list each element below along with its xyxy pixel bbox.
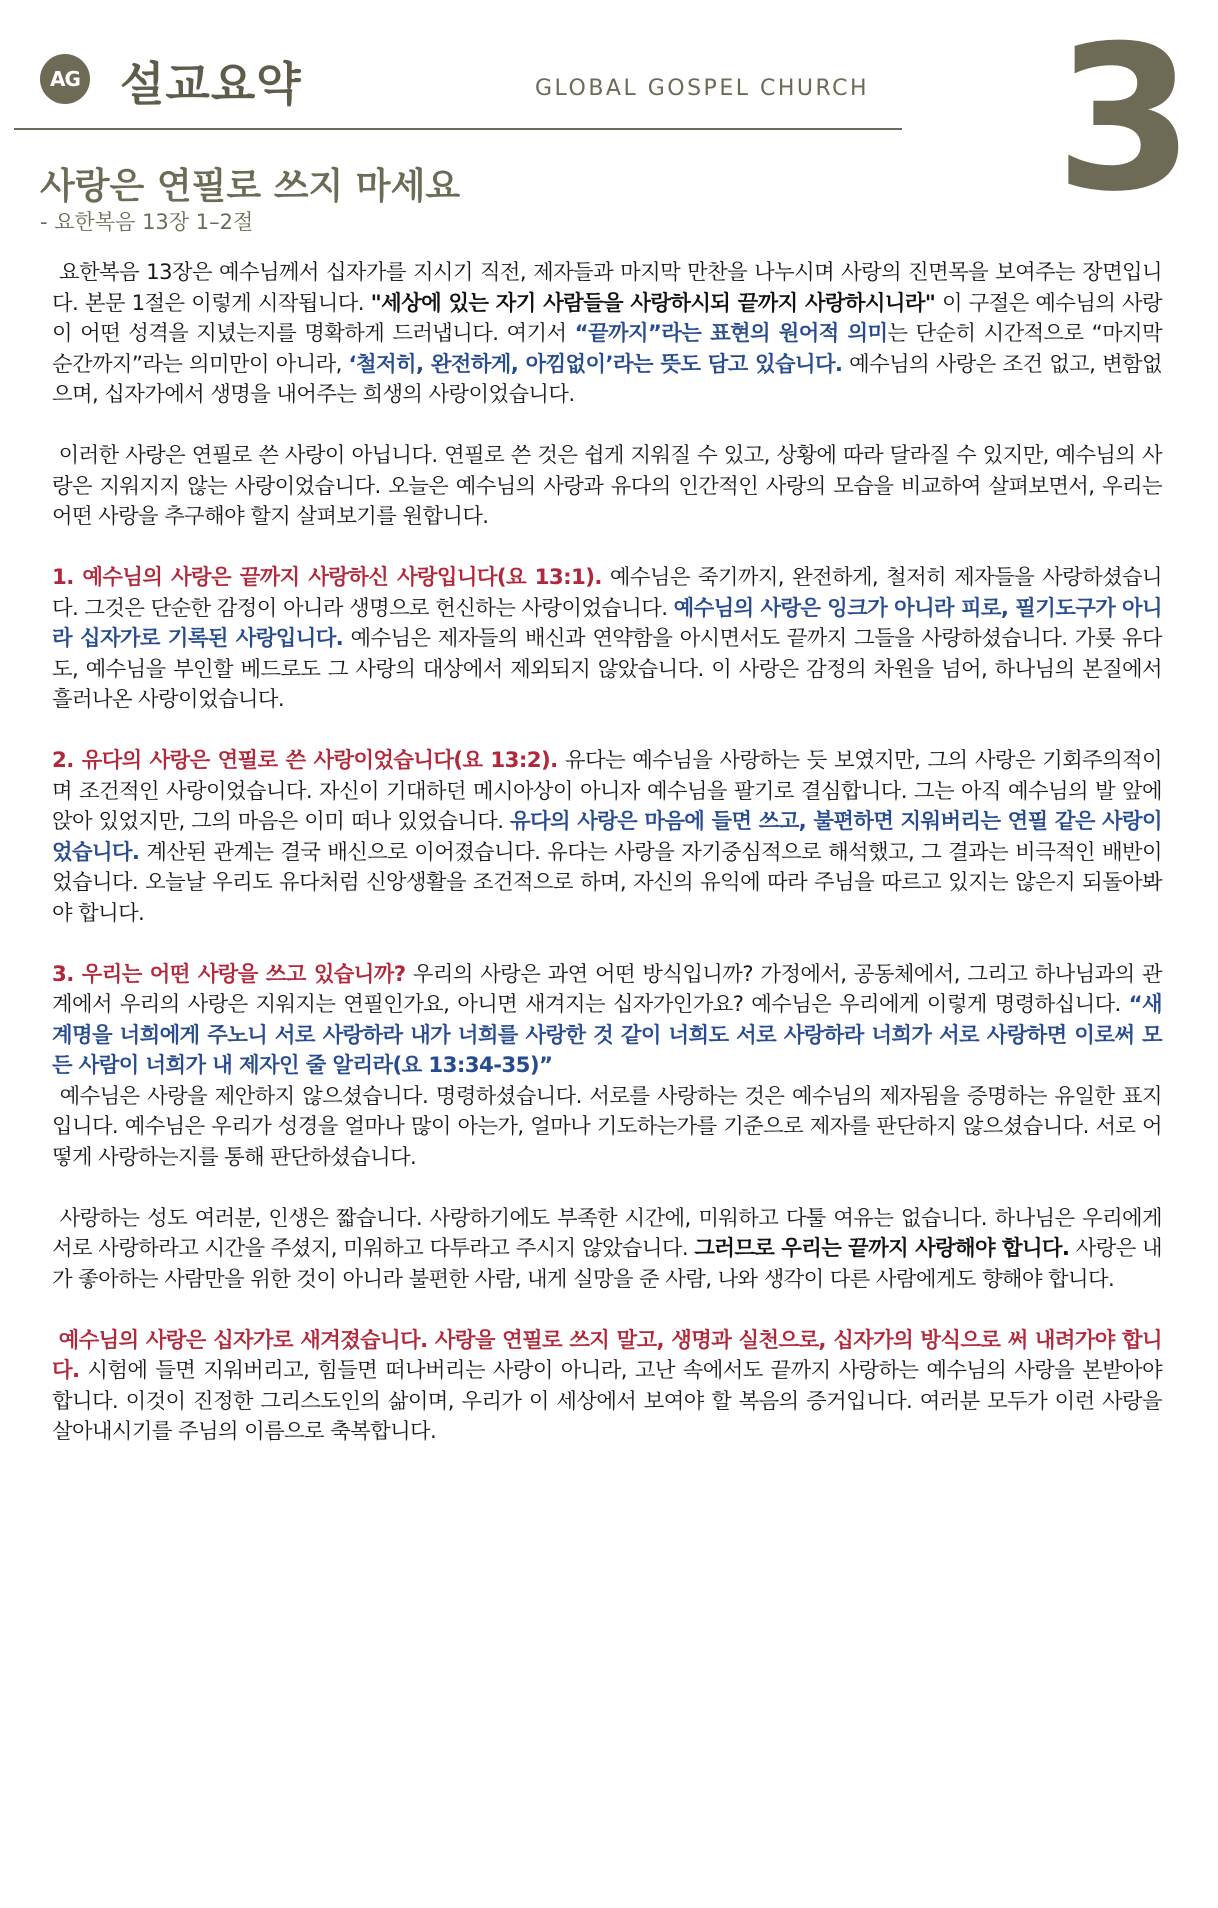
highlight: “끝까지”라는 표현의 원어적 의미 bbox=[574, 321, 888, 346]
paragraph-overview bbox=[52, 441, 1162, 533]
point-heading: 3. 우리는 어떤 사랑을 쓰고 있습니까? bbox=[52, 961, 406, 987]
text: 시험에 들면 지워버리고, 힘들면 떠나버리는 사랑이 아니라, 고난 속에서도 끝까지 사랑하는 예수님의 사랑을 본받아야 합니다. 이것이 진정한 그리스도인의 삶이며, 우리가 이 세상에서 보여야 할 복음의 증거입니다. 여러분 모두가 이런 사랑을 살아내시기를 주님의 이름으로 축복합니다. bbox=[52, 1358, 1162, 1444]
text: 유다는 예수님을 사랑하는 듯 보였지만, 그의 사랑은 기회주의적이며 조건적인 사랑이었습니다. 자신이 기대하던 메시아상이 아니자 예수님을 팔기로 결심합니다. 그는 아직 예수님의 발 앞에 앉아 있었지만, 그의 마음은 이미 떠나 있었습니다. bbox=[52, 748, 1163, 834]
conclusion-heading: 예수님의 사랑은 십자가로 새겨졌습니다. 사랑을 연필로 쓰지 말고, 생명과 실천으로, 십자가의 방식으로 써 내려가야 합니다. bbox=[52, 1327, 1162, 1383]
header-divider bbox=[14, 128, 902, 130]
church-name: GLOBAL GOSPEL CHURCH bbox=[535, 76, 870, 101]
header bbox=[0, 0, 1218, 240]
church-logo-icon: AG bbox=[40, 54, 90, 104]
text: 사랑은 내가 좋아하는 사람만을 위한 것이 아니라 불편한 사람, 내게 실망을 준 사람, 나와 생각이 다른 사람에게도 향해야 합니다. bbox=[52, 1236, 1162, 1292]
text: 우리의 사랑은 과연 어떤 방식입니까? 가정에서, 공동체에서, 그리고 하나님과의 관계에서 우리의 사랑은 지워지는 연필인가요, 아니면 새겨지는 십자가인가요? 예수님은 우리에게 이렇게 명령하십니다. bbox=[52, 961, 1162, 1017]
scripture-quote: “새 계명을 너희에게 주노니 서로 사랑하라 내가 너희를 사랑한 것 같이 너희도 서로 사랑하라 너희가 서로 사랑하면 이로써 모든 사람이 너희가 내 제자인 줄 알리라(요 13:34-35)” bbox=[52, 992, 1162, 1078]
scripture-quote: "세상에 있는 자기 사람들을 사랑하시되 끝까지 사랑하시니라" bbox=[370, 290, 936, 316]
section-label: 설교요약 bbox=[120, 57, 302, 111]
highlight: 예수님의 사랑은 잉크가 아니라 피로, 필기도구가 아니라 십자가로 기록된 사랑입니다. bbox=[52, 595, 1162, 651]
paragraph-point-2 bbox=[52, 746, 1162, 929]
paragraph-exhortation bbox=[52, 1204, 1162, 1296]
text: 이러한 사랑은 연필로 쓴 사랑이 아닙니다. 연필로 쓴 것은 쉽게 지워질 수 있고, 상황에 따라 달라질 수 있지만, 예수님의 사랑은 지워지지 않는 사랑이었습니다. 오늘은 예수님의 사랑과 유다의 인간적인 사랑의 모습을 비교하여 살펴보면서, 우리는 어떤 사랑을 추구해야 할지 살펴보기를 원합니다. bbox=[52, 443, 1162, 529]
sermon-title: 사랑은 연필로 쓰지 마세요 bbox=[40, 166, 461, 207]
text: 는 단순히 시간적으로 “마지막 순간까지”라는 의미만이 아니라, bbox=[52, 321, 1162, 377]
highlight: ‘철저히, 완전하게, 아낌없이’라는 뜻도 담고 있습니다. bbox=[348, 351, 843, 377]
text: 요한복음 13장은 예수님께서 십자가를 지시기 직전, 제자들과 마지막 만찬을 나누시며 사랑의 진면목을 보여주는 장면입니다. 본문 1절은 이렇게 시작됩니다. bbox=[52, 260, 1162, 316]
text: 예수님은 제자들의 배신과 연약함을 아시면서도 끝까지 그들을 사랑하셨습니다. 가룟 유다도, 예수님을 부인할 베드로도 그 사랑의 대상에서 제외되지 않았습니다. 이 사랑은 감정의 차원을 넘어, 하나님의 본질에서 흘러나온 사랑이었습니다. bbox=[52, 626, 1162, 712]
text: 사랑하는 성도 여러분, 인생은 짧습니다. 사랑하기에도 부족한 시간에, 미워하고 다툴 여유는 없습니다. 하나님은 우리에게 서로 사랑하라고 시간을 주셨지, 미워하고 다투라고 주시지 않았습니다. bbox=[52, 1205, 1162, 1261]
emphasis: 그러므로 우리는 끝까지 사랑해야 합니다. bbox=[694, 1236, 1070, 1261]
paragraph-point-3 bbox=[52, 960, 1162, 1174]
paragraph-point-1 bbox=[52, 563, 1162, 716]
text: 예수님은 사랑을 제안하지 않으셨습니다. 명령하셨습니다. 서로를 사랑하는 것은 예수님의 제자됨을 증명하는 유일한 표지입니다. 예수님은 우리가 성경을 얼마나 많이 아는가, 얼마나 기도하는가를 기준으로 제자를 판단하지 않으셨습니다. 서로 어떻게 사랑하는지를 통해 판단하셨습니다. bbox=[52, 1083, 1162, 1170]
issue-number: 3 bbox=[1055, 3, 1195, 236]
text: 예수님의 사랑은 조건 없고, 변함없으며, 십자가에서 생명을 내어주는 희생의 사랑이었습니다. bbox=[52, 351, 1162, 407]
text: 예수님은 죽기까지, 완전하게, 철저히 제자들을 사랑하셨습니다. 그것은 단순한 감정이 아니라 생명으로 헌신하는 사랑이었습니다. bbox=[52, 565, 1162, 621]
scripture-reference: - 요한복음 13장 1–2절 bbox=[40, 210, 254, 234]
paragraph-intro bbox=[52, 258, 1162, 411]
text: 계산된 관계는 결국 배신으로 이어졌습니다. 유다는 사랑을 자기중심적으로 해석했고, 그 결과는 비극적인 배반이었습니다. 오늘날 우리도 유다처럼 신앙생활을 조건적으로 하며, 자신의 유익에 따라 주님을 따르고 있지는 않은지 되돌아봐야 합니다. bbox=[52, 839, 1162, 926]
point-heading: 2. 유다의 사랑은 연필로 쓴 사랑이었습니다(요 13:2). bbox=[52, 748, 558, 773]
text: 이 구절은 예수님의 사랑이 어떤 성격을 지녔는지를 명확하게 드러냅니다. 여기서 bbox=[52, 290, 1162, 346]
point-heading: 1. 예수님의 사랑은 끝까지 사랑하신 사랑입니다(요 13:1). bbox=[52, 565, 602, 590]
sermon-body bbox=[52, 258, 1162, 1478]
paragraph-conclusion bbox=[52, 1326, 1162, 1448]
highlight: 유다의 사랑은 마음에 들면 쓰고, 불편하면 지워버리는 연필 같은 사랑이었습니다. bbox=[52, 809, 1162, 865]
